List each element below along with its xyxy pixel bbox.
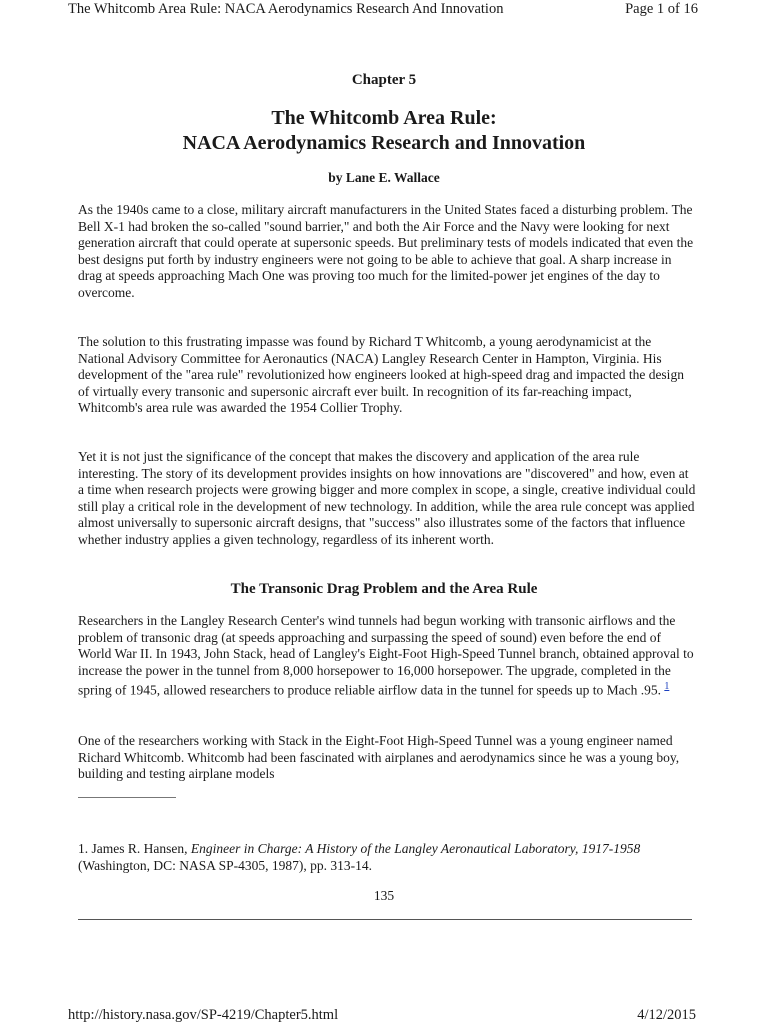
title-line-2: NACA Aerodynamics Research and Innovation bbox=[182, 132, 586, 154]
section-heading: The Transonic Drag Problem and the Area Rule bbox=[230, 581, 538, 597]
print-footer bbox=[68, 1006, 696, 1024]
page-title bbox=[0, 106, 768, 156]
section-paragraph-1-text: Researchers in the Langley Research Center's wind tunnels had begun working with transonic airflows and the problem of transonic drag (at speeds approaching and surpassing the speed of sound) even before the end of World War II. In 1943, John Stack, head of Langley's Eight-Foot High-Speed Tunnel branch, obtained approval to increase the power in the tunnel from 8,000 horsepower to 16,000 horsepower. The upgrade, completed in the spring of 1945, allowed researchers to produce reliable airflow data in the tunnel for speeds up to Mach .95. bbox=[78, 613, 694, 698]
page-indicator: Page 1 of 16 bbox=[625, 1, 698, 17]
section-paragraph-1 bbox=[78, 613, 696, 699]
chapter-label: Chapter 5 bbox=[351, 72, 417, 88]
document-header-title: The Whitcomb Area Rule: NACA Aerodynamics Research And Innovation bbox=[68, 1, 504, 17]
footnote-citation: (Washington, DC: NASA SP-4305, 1987), pp. 313-14. bbox=[78, 858, 373, 873]
footnote bbox=[78, 840, 696, 874]
author-byline: by Lane E. Wallace bbox=[328, 170, 440, 185]
footnote-number: 1. bbox=[78, 841, 89, 856]
paragraph-2: The solution to this frustrating impasse was found by Richard T Whitcomb, a young aerodynamicist at the National Advisory Committee for Aeronautics (NACA) Langley Research Center in Hampton, Virginia. His development of the "area rule" revolutionized how engineers looked at high-speed drag and impacted the design of virtually every transonic and supersonic aircraft ever built. In recognition of its far-reaching impact, Whitcomb's area rule was awarded the 1954 Collier Trophy. bbox=[78, 334, 684, 416]
footnote-author: James R. Hansen, bbox=[91, 841, 188, 856]
page-number: 135 bbox=[373, 888, 395, 903]
footnote-link[interactable]: 1 bbox=[664, 681, 670, 693]
print-header bbox=[68, 0, 698, 20]
title-line-1: The Whitcomb Area Rule: bbox=[271, 107, 497, 129]
footnote-book-title: Engineer in Charge: A History of the Langley Aeronautical Laboratory, 1917-1958 bbox=[190, 841, 641, 856]
footer-url: http://history.nasa.gov/SP-4219/Chapter5.html bbox=[68, 1007, 339, 1023]
paragraph-3: Yet it is not just the significance of the concept that makes the discovery and application of the area rule interesting. The story of its development provides insights on how innovations are "discovered" and how, even at a time when research projects were growing bigger and more complex in scope, a single, creative individual could still play a critical role in the development of new technology. In addition, while the area rule concept was applied almost universally to supersonic aircraft designs, that "success" also illustrates some of the factors that influence whether industry applies a given technology, regardless of its inherent worth. bbox=[78, 449, 696, 547]
bottom-divider bbox=[78, 919, 692, 920]
footer-date: 4/12/2015 bbox=[637, 1007, 696, 1023]
section-paragraph-2: One of the researchers working with Stack in the Eight-Foot High-Speed Tunnel was a young engineer named Richard Whitcomb. Whitcomb had been fascinated with airplanes and aerodynamics since he was a young boy, building and testing airplane models bbox=[78, 733, 680, 782]
footnote-divider bbox=[78, 797, 176, 798]
paragraph-1: As the 1940s came to a close, military aircraft manufacturers in the United States faced a disturbing problem. The Bell X-1 had broken the so-called "sound barrier," and both the Air Force and the Navy were looking for next generation aircraft that could operate at supersonic speeds. But preliminary tests of models indicated that even the best designs put forth by industry engineers were not going to be able to achieve that goal. A sharp increase in drag at speeds approaching Mach One was proving too much for the limited-power jet engines of the day to overcome. bbox=[78, 202, 694, 300]
